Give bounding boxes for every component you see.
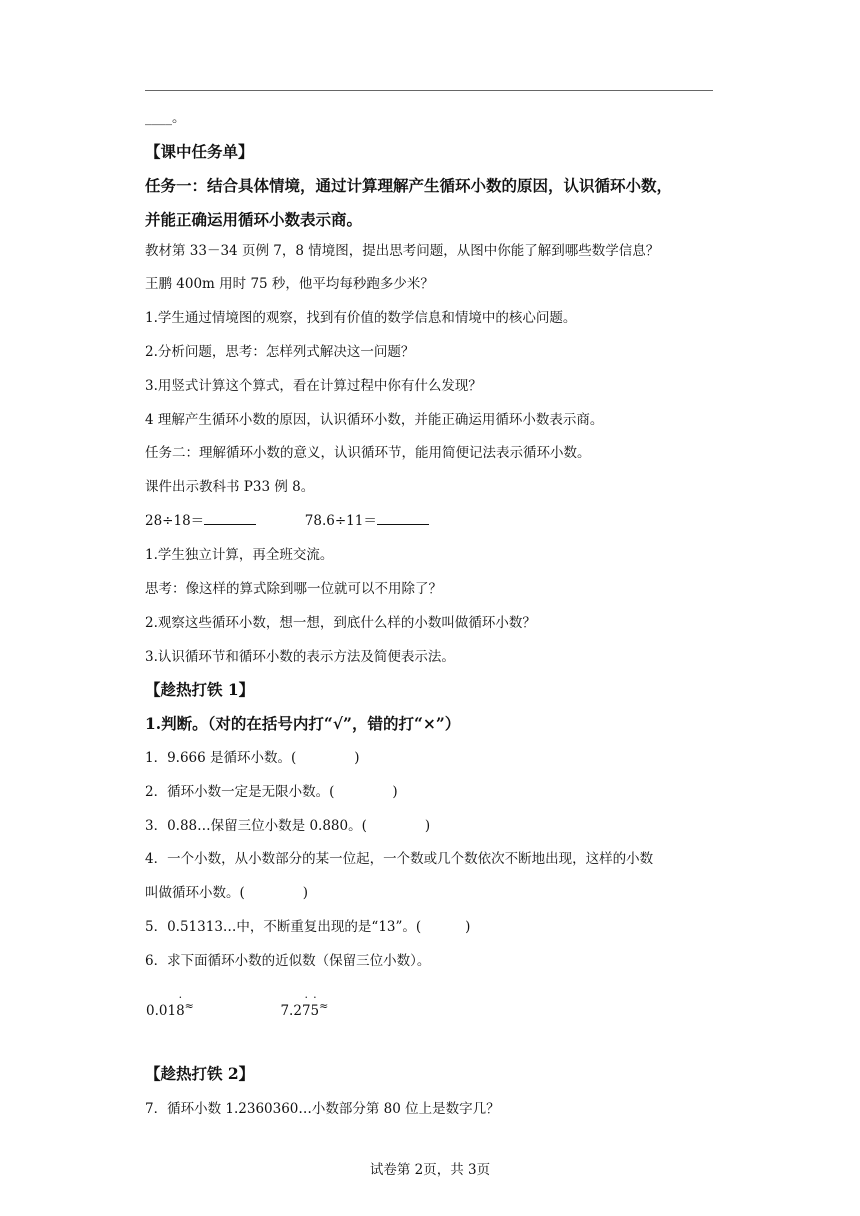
approx-sign: ≈ xyxy=(184,999,194,1012)
task1-line-3: 1.学生通过情境图的观察，找到有价值的数学信息和情境中的核心问题。 xyxy=(145,310,577,326)
repeat-dot: · xyxy=(313,990,317,1004)
calc-1: 28÷18＝ xyxy=(145,513,205,529)
question-3: 3．0.88…保留三位小数是 0.880。( ) xyxy=(145,818,431,834)
page-footer: 试卷第 2页，共 3页 xyxy=(369,1162,491,1178)
approx-sign: ≈ xyxy=(319,999,329,1012)
repeat-digit: 7 · xyxy=(301,990,311,1019)
after-calc-line-3: 2.观察这些循环小数，想一想，到底什么样的小数叫做循环小数？ xyxy=(145,615,536,631)
calc-1-blank xyxy=(204,524,256,525)
repeat-dot: · xyxy=(178,990,183,1004)
judge-title: 1.判断。（对的在括号内打“√”，错的打“×”） xyxy=(145,714,461,733)
question-5: 5．0.51313…中，不断重复出现的是“13”。( ) xyxy=(145,919,471,935)
repeating-decimal-row xyxy=(146,990,329,1021)
task2-line: 任务二：理解循环小数的意义，认识循环节，能用简便记法表示循环小数。 xyxy=(145,445,591,461)
repeat-dot: · xyxy=(304,990,308,1004)
calc-2: 78.6÷11＝ xyxy=(304,513,377,529)
question-1: 1．9.666 是循环小数。( ) xyxy=(145,750,360,766)
top-divider xyxy=(145,90,713,91)
question-2: 2．循环小数一定是无限小数。( ) xyxy=(145,784,398,800)
section-practice-2: 【趁热打铁 2】 xyxy=(145,1064,255,1083)
task1-line-6: 4 理解产生循环小数的原因，认识循环小数，并能正确运用循环小数表示商。 xyxy=(145,412,604,428)
question-4-line2: 叫做循环小数。( ) xyxy=(145,885,309,901)
after-calc-line-4: 3.认识循环节和循环小数的表示方法及简便表示法。 xyxy=(145,649,455,665)
repeat-digit: 8 · xyxy=(176,990,185,1019)
task1-title-line2: 并能正确运用循环小数表示商。 xyxy=(145,210,363,229)
task1-line-4: 2.分析问题，思考：怎样列式解决这一问题？ xyxy=(145,344,415,360)
section-practice-1: 【趁热打铁 1】 xyxy=(145,680,255,699)
task1-line-5: 3.用竖式计算这个算式，看在计算过程中你有什么发现？ xyxy=(145,378,482,394)
calc-2-blank xyxy=(377,524,429,525)
after-calc-line-1: 1.学生独立计算，再全班交流。 xyxy=(145,547,334,563)
task1-title-line1: 任务一：结合具体情境，通过计算理解产生循环小数的原因，认识循环小数， xyxy=(145,176,673,195)
courseware-line: 课件出示教科书 P33 例 8。 xyxy=(145,479,315,495)
after-calc-line-2: 思考：像这样的算式除到哪一位就可以不用除了？ xyxy=(145,581,442,597)
section-in-class-tasks: 【课中任务单】 xyxy=(145,142,254,161)
task1-line-1: 教材第 33－34 页例 7，8 情境图，提出思考问题，从图中你能了解到哪些数学信息？ xyxy=(145,243,660,259)
question-4-line1: 4．一个小数，从小数部分的某一位起，一个数或几个数依次不断地出现，这样的小数 xyxy=(145,851,654,867)
calculation-row xyxy=(145,511,429,531)
repeating-decimal-2: 7.27 · 5 · ≈ xyxy=(280,990,329,1019)
question-7: 7．循环小数 1.2360360…小数部分第 80 位上是数字几？ xyxy=(145,1101,500,1117)
previous-page-tail: ____。 xyxy=(145,110,186,126)
question-6: 6．求下面循环小数的近似数（保留三位小数）。 xyxy=(145,953,431,969)
task1-line-2: 王鹏 400m 用时 75 秒，他平均每秒跑多少米？ xyxy=(145,276,434,292)
repeating-decimal-1: 0.018 · ≈ xyxy=(146,990,194,1019)
repeat-digit: 5 · xyxy=(310,990,320,1019)
